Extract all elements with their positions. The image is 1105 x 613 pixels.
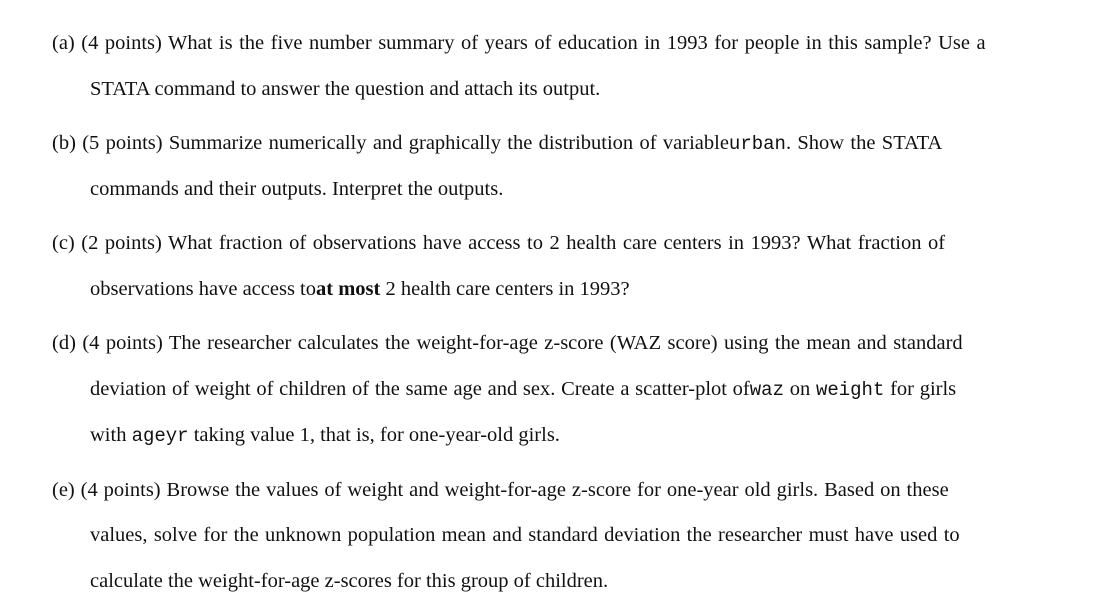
question-a-line-1 — [52, 31, 986, 55]
text-run: deviation of weight of children of the same age and sex. Create a scatter-plot of — [90, 378, 750, 400]
text-run: (b) (5 points) Summarize numerically and graphically the distribution of variable — [52, 132, 729, 154]
question-d-line-1 — [52, 331, 963, 355]
text-run: calculate the weight-for-age z-scores for this group of children. — [90, 570, 609, 592]
question-c-line-2 — [90, 277, 630, 301]
text-run: (c) (2 points) What fraction of observations have access to 2 health care centers in 1993? What fraction of — [52, 232, 946, 254]
text-run: . Show the STATA — [785, 132, 943, 154]
question-d-line-3 — [90, 423, 560, 448]
text-run: 2 health care centers in 1993? — [380, 278, 630, 300]
question-e-line-2 — [90, 523, 960, 547]
question-e-line-1 — [52, 478, 949, 502]
question-b-line-1 — [52, 131, 942, 156]
variable-urban: urban — [728, 133, 786, 155]
question-a-line-2 — [90, 77, 600, 101]
text-run: with — [90, 424, 132, 446]
text-run: (a) (4 points) What is the five number summary of years of education in 1993 for people in this sample? Use a — [52, 32, 986, 54]
text-run: commands and their outputs. Interpret the outputs. — [90, 178, 504, 200]
emphasis-at-most: at most — [316, 278, 381, 300]
variable-ageyr: ageyr — [131, 425, 189, 447]
text-run: (e) (4 points) Browse the values of weight and weight-for-age z-score for one-year old girls. Based on these — [52, 479, 949, 501]
text-run: taking value 1, that is, for one-year-old girls. — [188, 424, 560, 446]
text-run: observations have access to — [90, 278, 316, 300]
question-e-line-3 — [90, 569, 608, 593]
question-b-line-2 — [90, 177, 503, 201]
text-run: on — [783, 378, 816, 400]
question-c-line-1 — [52, 231, 945, 255]
text-run: (d) (4 points) The researcher calculates the weight-for-age z-score (WAZ score) using the mean and standard — [52, 332, 963, 354]
text-run: values, solve for the unknown population mean and standard deviation the researcher must have used to — [90, 524, 960, 546]
variable-weight: weight — [815, 379, 885, 401]
text-run: for girls — [884, 378, 957, 400]
variable-waz: waz — [749, 379, 784, 401]
question-d-line-2 — [90, 377, 956, 402]
text-run: STATA command to answer the question and attach its output. — [90, 78, 601, 100]
